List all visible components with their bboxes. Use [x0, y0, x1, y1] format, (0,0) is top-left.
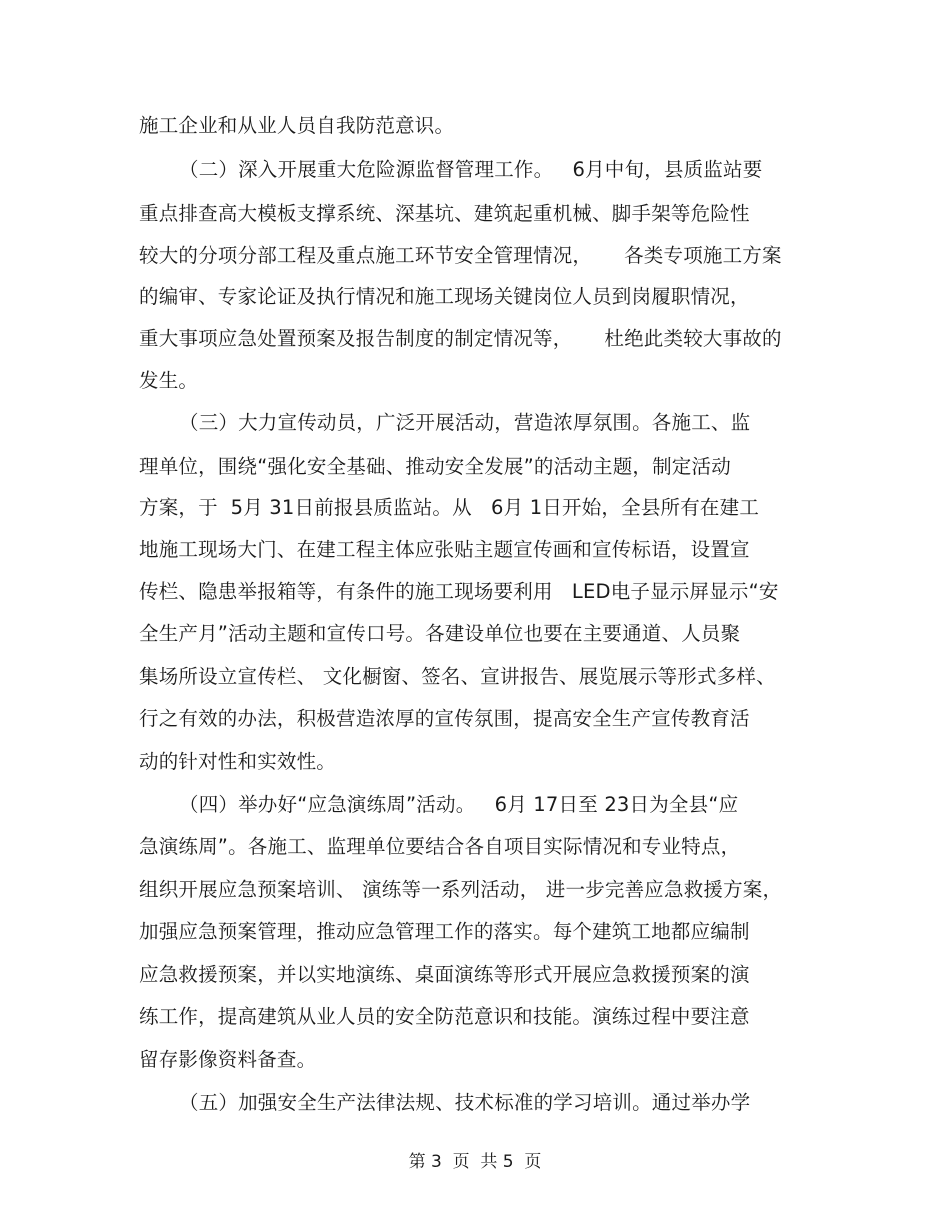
text-line: 留存影像资料备查。: [139, 1048, 317, 1071]
text-line: 组织开展应急预案培训、 演练等一系列活动， 进一步完善应急救援方案，: [139, 878, 783, 901]
text-line: 传栏、隐患举报箱等，有条件的施工现场要利用 LED电子显示屏显示“安: [139, 580, 779, 603]
text-line: 加强应急预案管理，推动应急管理工作的落实。每个建筑工地都应编制: [139, 920, 750, 943]
text-line: 发生。: [139, 369, 199, 392]
text-line: 重大事项应急处置预案及报告制度的制定情况等， 杜绝此类较大事故的: [139, 327, 782, 350]
text-line: （二）深入开展重大危险源监督管理工作。 6月中旬，县质监站要: [179, 158, 763, 181]
text-line: 的编审、专家论证及执行情况和施工现场关键岗位人员到岗履职情况，: [139, 285, 750, 308]
text-line: 理单位，围绕“强化安全基础、推动安全发展”的活动主题，制定活动: [139, 455, 731, 478]
page-number-footer: 第 3 页 共 5 页: [408, 1152, 542, 1172]
text-line: 施工企业和从业人员自我防范意识。: [139, 114, 455, 137]
text-line: 较大的分项分部工程及重点施工环节安全管理情况， 各类专项施工方案: [139, 244, 782, 267]
text-line: 全生产月”活动主题和宣传口号。各建设单位也要在主要通道、人员聚: [139, 622, 741, 645]
text-line: 练工作，提高建筑从业人员的安全防范意识和技能。演练过程中要注意: [139, 1005, 750, 1028]
text-line: 集场所设立宣传栏、 文化橱窗、签名、宣讲报告、展览展示等形式多样、: [139, 665, 776, 688]
text-line: 地施工现场大门、在建工程主体应张贴主题宣传画和宣传标语，设置宣: [139, 538, 750, 561]
text-line: 重点排查高大模板支撑系统、深基坑、建筑起重机械、脚手架等危险性: [139, 202, 750, 225]
text-line: （三）大力宣传动员，广泛开展活动，营造浓厚氛围。各施工、监: [179, 411, 751, 434]
text-line: 动的针对性和实效性。: [139, 750, 337, 773]
text-line: 应急救援预案，并以实地演练、桌面演练等形式开展应急救援预案的演: [139, 963, 750, 986]
text-line: （四）举办好“应急演练周”活动。 6月 17日至 23日为全县“应: [179, 793, 739, 816]
text-line: 急演练周”。各施工、监理单位要结合各自项目实际情况和专业特点，: [139, 835, 741, 858]
text-line: （五）加强安全生产法律法规、技术标准的学习培训。通过举办学: [179, 1091, 751, 1114]
text-line: 行之有效的办法，积极营造浓厚的宣传氛围，提高安全生产宣传教育活: [139, 707, 750, 730]
text-line: 方案，于 5月 31日前报县质监站。从 6月 1日开始，全县所有在建工: [139, 496, 760, 519]
